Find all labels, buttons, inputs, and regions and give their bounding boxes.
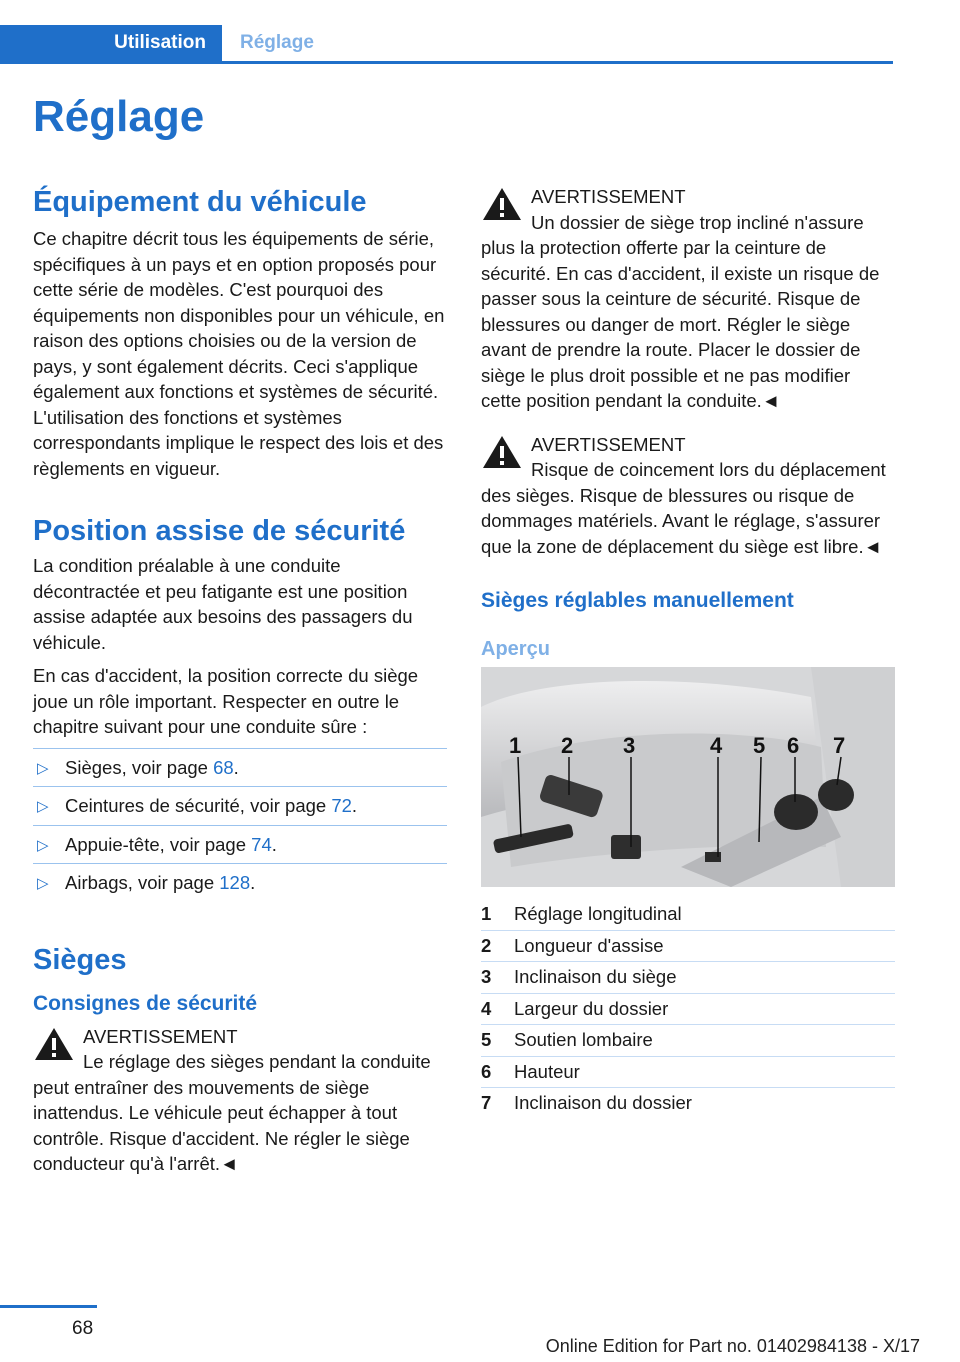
legend-item: 2 Longueur d'assise: [481, 931, 895, 963]
page-link[interactable]: 68: [213, 756, 234, 778]
list-item: ▷ Sièges, voir page 68.: [33, 748, 447, 788]
section-title-position: Position assise de sécurité: [33, 515, 406, 547]
page-number: 68: [72, 1318, 94, 1339]
subsection-title-sieges-reglables: Sièges réglables manuellement: [481, 589, 794, 612]
legend-item: 5 Soutien lombaire: [481, 1025, 895, 1057]
seat-controls-image: [481, 667, 895, 887]
warning-heading: AVERTISSEMENT: [531, 433, 686, 455]
legend-item: 3 Inclinaison du siège: [481, 962, 895, 994]
warning-block: [481, 432, 895, 560]
warning-heading: AVERTISSEMENT: [83, 1025, 238, 1047]
callout-label: 6: [787, 733, 800, 758]
legend-item: 7 Inclinaison du dossier: [481, 1092, 692, 1113]
callout-label: 4: [710, 733, 723, 758]
warning-triangle-icon: [33, 1026, 75, 1062]
triangle-bullet-icon: ▷: [37, 875, 49, 892]
right-column: [481, 184, 895, 1119]
edition-note: Online Edition for Part no. 01402984138 - X/17: [545, 1336, 920, 1356]
warning-block: [33, 1024, 447, 1177]
triangle-bullet-icon: ▷: [37, 798, 49, 815]
warning-text: Le réglage des sièges pendant la conduite peut entraîner des mouvements de siège inattendus. Le véhicule peut échapper à tout contrôle. Risque d'accident. Ne régler le siège conducteur qu'à l'arrêt.◄: [33, 1051, 431, 1174]
callout-label: 1: [509, 733, 522, 758]
triangle-bullet-icon: ▷: [37, 836, 49, 854]
legend-item: 4 Largeur du dossier: [481, 994, 895, 1026]
legend-list: [481, 899, 895, 1119]
legend-item: 6 Hauteur: [481, 1057, 895, 1089]
callout-label: 3: [623, 733, 636, 758]
warning-triangle-icon: [481, 434, 523, 470]
warning-block: [481, 184, 895, 414]
list-item: ▷ Airbags, voir page 128.: [33, 864, 447, 902]
section-text-position-1: La condition préalable à une conduite décontractée et peu fatigante est une position assise adaptée aux besoins des passagers du véhicule.: [33, 555, 413, 653]
warning-text: Risque de coincement lors du déplacement des sièges. Risque de blessures ou risque de dommages matériels. Avant le réglage, s'assurer que la zone de déplacement du siège est libre.◄: [481, 459, 886, 557]
legend-item: 1 Réglage longitudinal: [481, 899, 895, 931]
section-title-sieges: Sièges: [33, 943, 127, 976]
page-link[interactable]: 72: [331, 795, 352, 816]
list-item: ▷ Appuie-tête, voir page 74.: [33, 826, 447, 865]
tab-reglage[interactable]: Réglage: [240, 32, 314, 53]
section-text-position-2: En cas d'accident, la position correcte du siège joue un rôle important. Respecter en outre le chapitre suivant pour une conduite sûre :: [33, 665, 419, 737]
warning-text: Un dossier de siège trop incliné n'assure plus la protection offerte par la ceinture de sécurité. En cas d'accident, il existe un risque de passer sous la ceinture de sécurité. Risque de blessures ou danger de mort. Régler le siège avant de prendre la route. Placer le dossier de siège le plus droit possible et ne pas modifier cette position pendant la conduite.◄: [481, 211, 880, 411]
warning-heading: AVERTISSEMENT: [531, 186, 686, 207]
tab-utilisation[interactable]: Utilisation: [0, 25, 222, 61]
page-title: Réglage: [33, 92, 205, 141]
callout-label: 5: [753, 733, 766, 758]
footer-rule: [0, 1305, 97, 1308]
callout-label: 2: [561, 733, 574, 758]
list-item: ▷ Ceintures de sécurité, voir page 72.: [33, 787, 447, 826]
subsection-title-consignes: Consignes de sécurité: [33, 991, 258, 1015]
page-link[interactable]: 74: [251, 833, 272, 855]
left-column: [33, 184, 447, 1177]
callout-label: 7: [833, 733, 846, 758]
reference-list: [33, 748, 447, 902]
subsubsection-title-apercu: Aperçu: [481, 638, 550, 660]
warning-triangle-icon: [481, 186, 523, 222]
seat-illustration: [481, 667, 895, 887]
section-text-equipement: Ce chapitre décrit tous les équipements de série, spécifiques à un pays et en option proposés pour cette série de modèles. C'est pourquoi des équipements non disponibles pour un véhicule, en raison des options choisies ou de la version de pays, y sont également décrits. Ceci s'applique également aux fonctions et systèmes de sécurité. L'utilisation des fonctions et systèmes correspondants implique le respect des lois et des règlements en vigueur.: [33, 228, 445, 479]
triangle-bullet-icon: ▷: [37, 759, 49, 777]
page-link[interactable]: 128: [219, 872, 251, 893]
section-title-equipement: Équipement du véhicule: [33, 186, 367, 218]
